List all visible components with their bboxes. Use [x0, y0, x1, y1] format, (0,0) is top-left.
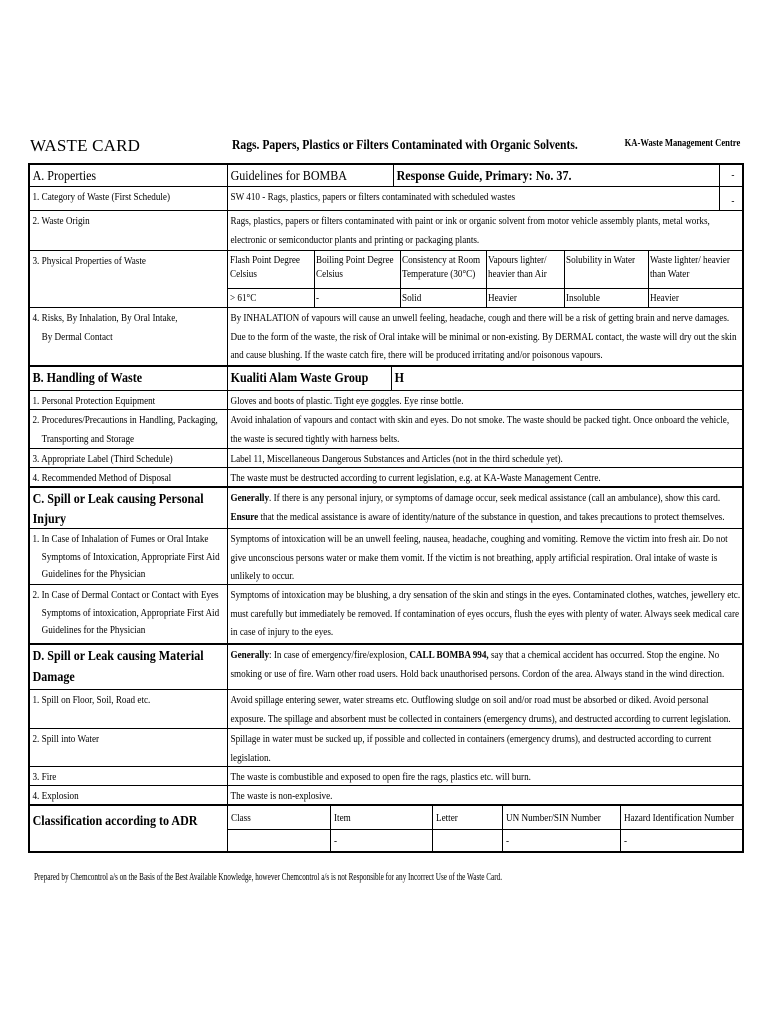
footer-note: Prepared by Chemcontrol a/s on the Basis of the Best Available Knowledge, however Chemcontrol a/s is not Responsible for any Incorrect Use of the Waste Card.	[34, 872, 503, 883]
fire-row	[28, 767, 744, 786]
solubility-header: Solubility in Water	[566, 254, 636, 266]
risks-label-line2: By Dermal Contact	[41, 330, 113, 343]
disposal-row	[28, 468, 744, 488]
section-d-heading-line2: Damage	[32, 670, 75, 685]
ppe-value: Gloves and boots of plastic. Tight eye goggles. Eye rinse bottle.	[230, 395, 464, 407]
origin-row	[28, 211, 744, 251]
dermal-label-line2: Symptoms of intoxication, Appropriate First Aid	[41, 606, 220, 619]
risks-row	[28, 308, 744, 367]
card-header	[28, 134, 744, 160]
origin-label: 2. Waste Origin	[32, 215, 90, 227]
procedures-value: Avoid inhalation of vapours and contact with skin and eyes. Do not smoke. The waste should be packed tight. Once onboard the vehicle, the waste is secured tightly with harness belts.	[230, 414, 730, 445]
flash-point-value: > 61°C	[230, 292, 257, 304]
water-spill-value: Spillage in water must be sucked up, if possible and collected in containers (emergency drums), and destructed according to current legislation.	[230, 733, 712, 764]
hazard-id-column: Hazard Identification Number	[624, 812, 735, 824]
fire-label: 3. Fire	[32, 771, 57, 783]
hazard-id-value: -	[624, 835, 628, 847]
general-bold: Generally	[230, 492, 270, 504]
floor-spill-value: Avoid spillage entering sewer, water streams etc. Outflowing sludge on soil and/or road must be absorbed or diked. Avoid personal exposure. The spillage and absorbent must be collected in containers (emergency drums), and destructed according to current legislation.	[230, 694, 731, 725]
origin-value: Rags, plastics, papers or filters contaminated with paint or ink or organic solvent from motor vehicle assembly plants, metal works, electronic or semiconductor plants and printing or packaging plants.	[230, 215, 710, 246]
consistency-header: Consistency at Room Temperature (30°C)	[402, 254, 481, 280]
waste-group-code: H	[394, 371, 404, 386]
classification-row	[28, 806, 744, 853]
section-c-heading: C. Spill or Leak causing Personal Injury	[32, 492, 204, 527]
section-c-heading-row	[28, 488, 744, 529]
explosion-row	[28, 786, 744, 806]
card-title: WASTE CARD	[30, 136, 141, 155]
section-c-general: Generally. If there is any personal injury, or symptoms of damage occur, seek medical assistance (call an ambulance), show this card.	[230, 492, 721, 504]
inhalation-label-line3: Guidelines for the Physician	[41, 568, 146, 580]
water-spill-row	[28, 729, 744, 767]
risks-label-line1: 4. Risks, By Inhalation, By Oral Intake,	[32, 312, 178, 324]
boiling-point-header: Boiling Point Degree Celsius	[316, 254, 394, 280]
risks-value: By INHALATION of vapours will cause an unwell feeling, headache, cough and there will be a risk of getting brain and nerve damages. Due to the form of the waste, the risk of Oral intake will be minimal or non-existing. By DERMAL contact, the waste will dry out the skin and cause blushing. If the waste catch fire, there will be produced irritating and/or poisonous vapours.	[230, 312, 737, 361]
centre-name: KA-Waste Management Centre	[624, 137, 740, 149]
vapours-value: Heavier	[488, 292, 517, 304]
boiling-point-value: -	[316, 292, 320, 304]
procedures-row	[28, 410, 744, 449]
flash-point-header: Flash Point Degree Celsius	[230, 254, 300, 280]
inhalation-label-line2: Symptoms of Intoxication, Appropriate First Aid	[41, 550, 220, 563]
waste-density-header: Waste lighter/ heavier than Water	[650, 254, 730, 280]
response-guide: Response Guide, Primary: No. 37.	[396, 169, 572, 184]
guidelines-bomba: Guidelines for BOMBA	[230, 169, 347, 184]
item-column: Item	[334, 812, 351, 824]
classification-heading: Classification according to ADR	[32, 814, 198, 829]
section-b-heading-row	[28, 367, 744, 391]
card-subtitle: Rags. Papers, Plastics or Filters Contaminated with Organic Solvents.	[232, 137, 578, 152]
section-d-general: Generally: In case of emergency/fire/explosion, CALL BOMBA 994, say that a chemical accident has occurred. Stop the engine. No smoking or use of fire. Warn other road users. Hold back unauthorised persons. Cordon of the area. Always stand in the wind direction.	[230, 649, 725, 680]
dermal-value: Symptoms of intoxication may be blushing, a dry sensation of the skin and stings in the eyes. Contaminated clothes, watches, jewellery etc. must carefully but immediately be removed. If contamination of eyes occurs, flush the eyes with plenty of water. Always seek medical care in case of injury to the eyes.	[230, 589, 741, 638]
waste-density-value: Heavier	[650, 292, 679, 304]
section-d-heading-row	[28, 645, 744, 690]
physical-label: 3. Physical Properties of Waste	[32, 255, 146, 267]
section-c-ensure: Ensure that the medical assistance is aware of identity/nature of the substance in question, and takes precautions to protect themselves.	[230, 510, 725, 523]
ppe-label: 1. Personal Protection Equipment	[32, 395, 156, 407]
inhalation-label-line1: 1. In Case of Inhalation of Fumes or Oral Intake	[32, 533, 209, 545]
letter-column: Letter	[436, 812, 458, 824]
category-value: SW 410 - Rags, plastics, papers or filters contaminated with scheduled wastes	[230, 191, 516, 203]
category-label: 1. Category of Waste (First Schedule)	[32, 191, 171, 203]
vapours-header: Vapours lighter/ heavier than Air	[488, 254, 547, 280]
appropriate-label-label: 3. Appropriate Label (Third Schedule)	[32, 453, 173, 465]
call-bomba: CALL BOMBA 994,	[409, 649, 489, 661]
ensure-bold: Ensure	[230, 510, 259, 523]
dash-a2: -	[731, 195, 735, 207]
solubility-value: Insoluble	[566, 292, 600, 304]
dash-a1: -	[731, 169, 735, 181]
floor-spill-label: 1. Spill on Floor, Soil, Road etc.	[32, 694, 151, 706]
consistency-value: Solid	[402, 292, 422, 304]
section-d-heading-line1: D. Spill or Leak causing Material	[32, 649, 204, 664]
section-a-heading: A. Properties	[32, 169, 97, 184]
section-a-heading-row	[28, 163, 744, 187]
dermal-label-line3: Guidelines for the Physician	[41, 624, 146, 636]
disposal-label: 4. Recommended Method of Disposal	[32, 472, 172, 484]
dermal-label-line1: 2. In Case of Dermal Contact or Contact with Eyes	[32, 589, 219, 601]
un-number-value: -	[506, 835, 510, 847]
inhalation-row	[28, 529, 744, 585]
waste-group: Kualiti Alam Waste Group	[230, 371, 369, 386]
floor-spill-row	[28, 690, 744, 729]
section-b-heading: B. Handling of Waste	[32, 371, 143, 386]
fire-value: The waste is combustible and exposed to open fire the rags, plastics etc. will burn.	[230, 771, 531, 783]
category-row	[28, 187, 744, 211]
procedures-label-line2: Transporting and Storage	[41, 432, 135, 445]
water-spill-label: 2. Spill into Water	[32, 733, 100, 745]
item-value: -	[334, 835, 338, 847]
explosion-value: The waste is non-explosive.	[230, 790, 333, 802]
ppe-row	[28, 391, 744, 410]
appropriate-label-row	[28, 449, 744, 468]
dermal-row	[28, 585, 744, 645]
disposal-value: The waste must be destructed according to current legislation, e.g. at KA-Waste Management Centre.	[230, 472, 601, 484]
explosion-label: 4. Explosion	[32, 790, 79, 802]
inhalation-value: Symptoms of intoxication will be an unwell feeling, nausea, headache, coughing and vomiting. Remove the victim into fresh air. Do not give unconscious persons water or make them vomit. If the victim is not breathing, apply artificial respiration. Oral intake of waste is unlikely to occur.	[230, 533, 728, 582]
class-column: Class	[231, 812, 251, 824]
un-number-column: UN Number/SIN Number	[506, 812, 601, 824]
procedures-label-line1: 2. Procedures/Precautions in Handling, Packaging,	[32, 414, 218, 426]
appropriate-label-value: Label 11, Miscellaneous Dangerous Substances and Articles (not in the third schedule yet).	[230, 453, 563, 465]
physical-row	[28, 251, 744, 308]
